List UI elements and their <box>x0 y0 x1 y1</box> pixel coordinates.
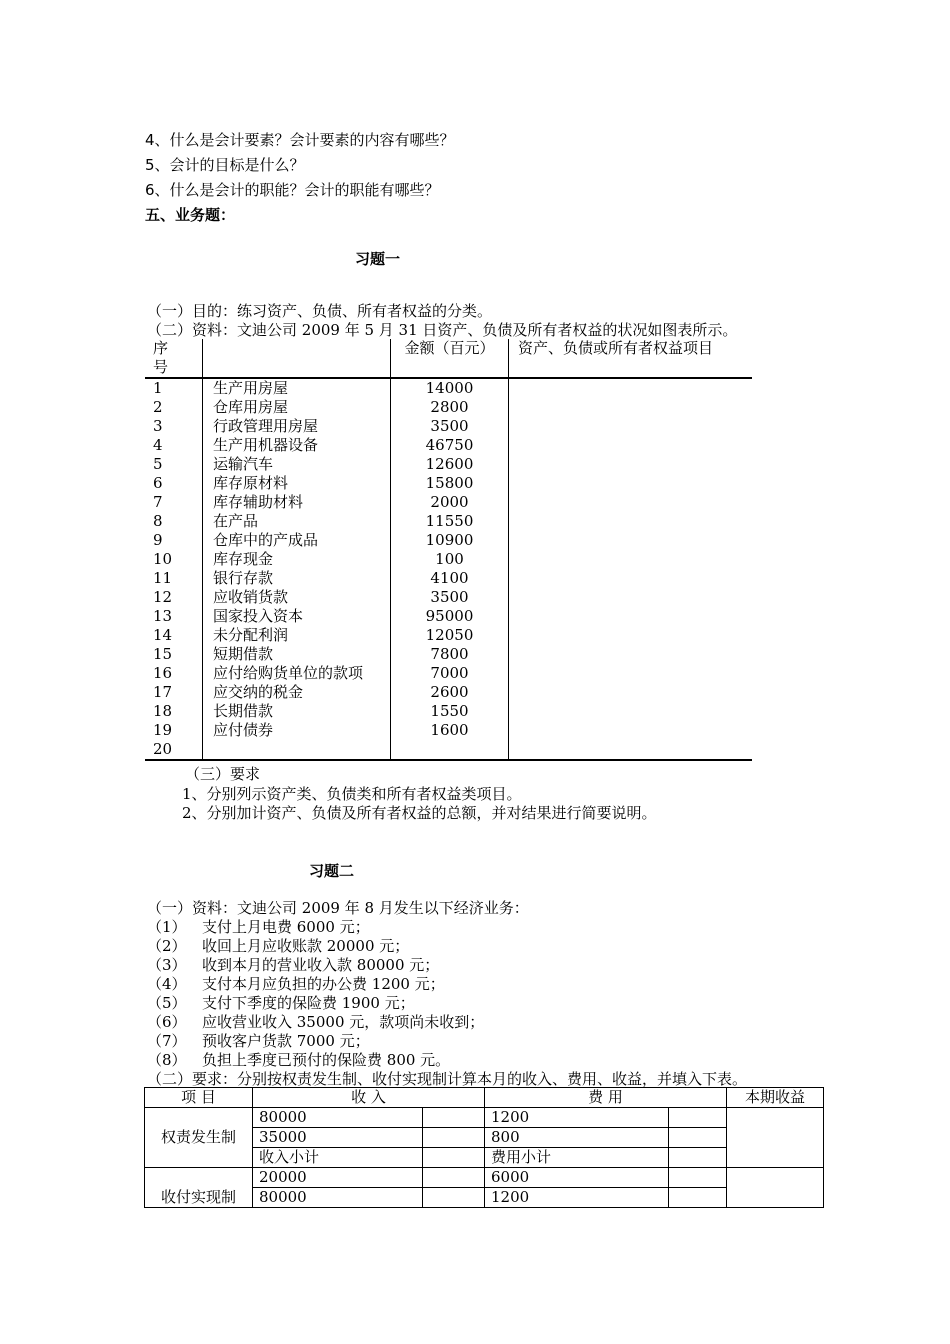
cash-basis-label: 收付实现制 <box>145 1168 253 1208</box>
row-category <box>509 721 753 740</box>
row-item: 在产品 <box>203 512 391 531</box>
table-row <box>145 588 752 607</box>
transaction-text: 收回上月应收账款 20000 元； <box>202 937 410 955</box>
row-number: 15 <box>145 645 203 664</box>
transaction-number: （8） <box>147 1051 187 1069</box>
row-item: 银行存款 <box>203 569 391 588</box>
transaction-item <box>147 1030 370 1051</box>
transaction-number: （6） <box>147 1013 187 1031</box>
header-profit: 本期收益 <box>727 1088 824 1108</box>
transaction-item <box>147 935 409 956</box>
question-4: 4、什么是会计要素？会计要素的内容有哪些？ <box>145 131 455 149</box>
expense-cell: 1200 <box>485 1188 669 1208</box>
row-number: 11 <box>145 569 203 588</box>
income-cell: 35000 <box>253 1128 423 1148</box>
row-number: 1 <box>145 378 203 398</box>
header-income: 收 入 <box>253 1088 485 1108</box>
income-expense-table <box>144 1087 824 1208</box>
row-amount: 3500 <box>391 588 509 607</box>
row-item: 生产用机器设备 <box>203 436 391 455</box>
row-amount <box>391 740 509 760</box>
transaction-item <box>147 954 439 975</box>
accrual-basis-label: 权责发生制 <box>145 1108 253 1168</box>
table-row <box>145 436 752 455</box>
row-item: 仓库中的产成品 <box>203 531 391 550</box>
income-subtotal-label: 收入小计 <box>253 1148 423 1168</box>
expense-cell: 1200 <box>485 1108 669 1128</box>
row-category <box>509 588 753 607</box>
table-row <box>145 569 752 588</box>
row-number: 3 <box>145 417 203 436</box>
table-row <box>145 740 752 760</box>
row-category <box>509 493 753 512</box>
row-number: 5 <box>145 455 203 474</box>
table-row <box>145 1108 824 1128</box>
row-item: 库存现金 <box>203 550 391 569</box>
table-row <box>145 531 752 550</box>
row-number: 4 <box>145 436 203 455</box>
income-subtotal-value <box>423 1148 485 1168</box>
row-category <box>509 550 753 569</box>
row-category <box>509 474 753 493</box>
exercise-1-requirement-1: 1、分别列示资产类、负债类和所有者权益类项目。 <box>182 785 522 803</box>
table-row <box>145 626 752 645</box>
table-row <box>145 417 752 436</box>
exercise-1-title: 习题一 <box>355 250 401 268</box>
transaction-text: 应收营业收入 35000 元，款项尚未收到； <box>202 1013 485 1031</box>
table-row <box>145 1168 824 1188</box>
transaction-number: （4） <box>147 975 187 993</box>
income-cell: 80000 <box>253 1188 423 1208</box>
income-extra-cell <box>423 1188 485 1208</box>
row-category <box>509 683 753 702</box>
header-seq-line2: 号 <box>153 358 169 376</box>
row-item: 长期借款 <box>203 702 391 721</box>
transaction-number: （3） <box>147 956 187 974</box>
row-item: 库存辅助材料 <box>203 493 391 512</box>
row-number: 12 <box>145 588 203 607</box>
exercise-1-requirements-title: （三）要求 <box>185 765 261 783</box>
row-number: 9 <box>145 531 203 550</box>
row-number: 6 <box>145 474 203 493</box>
row-category <box>509 398 753 417</box>
row-number: 20 <box>145 740 203 760</box>
income-cell: 80000 <box>253 1108 423 1128</box>
cash-profit-cell <box>727 1168 824 1208</box>
row-number: 10 <box>145 550 203 569</box>
transaction-item <box>147 992 415 1013</box>
table-row <box>145 378 752 398</box>
row-amount: 15800 <box>391 474 509 493</box>
row-category <box>509 455 753 474</box>
question-6: 6、什么是会计的职能？会计的职能有哪些？ <box>145 181 440 199</box>
expense-subtotal-value <box>669 1148 727 1168</box>
row-amount: 7800 <box>391 645 509 664</box>
row-item: 库存原材料 <box>203 474 391 493</box>
row-amount: 95000 <box>391 607 509 626</box>
row-category <box>509 531 753 550</box>
transaction-text: 支付本月应负担的办公费 1200 元； <box>202 975 445 993</box>
header-expense: 费 用 <box>485 1088 727 1108</box>
row-amount: 46750 <box>391 436 509 455</box>
expense-extra-cell <box>669 1128 727 1148</box>
exercise-2-requirement: （二）要求：分别按权责发生制、收付实现制计算本月的收入、费用、收益，并填入下表。 <box>147 1070 748 1088</box>
row-amount: 1550 <box>391 702 509 721</box>
accrual-profit-cell <box>727 1108 824 1168</box>
table-row <box>145 455 752 474</box>
header-seq <box>145 339 203 378</box>
row-number: 16 <box>145 664 203 683</box>
row-item: 应付给购货单位的款项 <box>203 664 391 683</box>
header-category: 资产、负债或所有者权益项目 <box>509 339 753 378</box>
exercise-1-purpose: （一）目的：练习资产、负债、所有者权益的分类。 <box>147 302 493 320</box>
table-row <box>145 683 752 702</box>
row-amount: 14000 <box>391 378 509 398</box>
row-number: 7 <box>145 493 203 512</box>
row-item: 应收销货款 <box>203 588 391 607</box>
transaction-text: 收到本月的营业收入款 80000 元； <box>202 956 440 974</box>
exercise-1-requirement-2: 2、分别加计资产、负债及所有者权益的总额，并对结果进行简要说明。 <box>182 804 657 822</box>
row-item: 短期借款 <box>203 645 391 664</box>
row-number: 19 <box>145 721 203 740</box>
question-5: 5、会计的目标是什么？ <box>145 156 305 174</box>
expense-subtotal-label: 费用小计 <box>485 1148 669 1168</box>
row-category <box>509 417 753 436</box>
row-number: 2 <box>145 398 203 417</box>
row-amount: 2600 <box>391 683 509 702</box>
row-number: 17 <box>145 683 203 702</box>
transaction-number: （1） <box>147 918 187 936</box>
row-item: 国家投入资本 <box>203 607 391 626</box>
row-amount: 100 <box>391 550 509 569</box>
transaction-text: 负担上季度已预付的保险费 800 元。 <box>202 1051 451 1069</box>
expense-extra-cell <box>669 1168 727 1188</box>
table-row <box>145 474 752 493</box>
row-category <box>509 664 753 683</box>
row-amount: 3500 <box>391 417 509 436</box>
row-amount: 4100 <box>391 569 509 588</box>
row-category <box>509 607 753 626</box>
row-item: 未分配利润 <box>203 626 391 645</box>
income-extra-cell <box>423 1128 485 1148</box>
expense-cell: 6000 <box>485 1168 669 1188</box>
row-item <box>203 740 391 760</box>
row-item: 行政管理用房屋 <box>203 417 391 436</box>
row-category <box>509 702 753 721</box>
header-item <box>203 339 391 378</box>
row-category <box>509 645 753 664</box>
row-category <box>509 378 753 398</box>
row-category <box>509 569 753 588</box>
row-item: 应交纳的税金 <box>203 683 391 702</box>
table-row <box>145 512 752 531</box>
table-row <box>145 702 752 721</box>
transaction-text: 支付上月电费 6000 元； <box>202 918 370 936</box>
row-amount: 7000 <box>391 664 509 683</box>
transaction-item <box>147 973 445 994</box>
row-item: 应付债券 <box>203 721 391 740</box>
row-item: 运输汽车 <box>203 455 391 474</box>
row-category <box>509 436 753 455</box>
row-item: 仓库用房屋 <box>203 398 391 417</box>
row-amount: 12050 <box>391 626 509 645</box>
table-header-row <box>145 1088 824 1108</box>
transaction-item <box>147 1049 450 1070</box>
row-category <box>509 626 753 645</box>
table-row <box>145 721 752 740</box>
row-amount: 2800 <box>391 398 509 417</box>
table-row <box>145 493 752 512</box>
expense-cell: 800 <box>485 1128 669 1148</box>
row-amount: 2000 <box>391 493 509 512</box>
exercise-2-title: 习题二 <box>309 862 355 880</box>
row-item: 生产用房屋 <box>203 378 391 398</box>
income-extra-cell <box>423 1108 485 1128</box>
transaction-number: （2） <box>147 937 187 955</box>
table-row <box>145 645 752 664</box>
row-category <box>509 740 753 760</box>
row-number: 13 <box>145 607 203 626</box>
header-seq-line1: 序 <box>153 339 169 357</box>
row-amount: 12600 <box>391 455 509 474</box>
row-number: 8 <box>145 512 203 531</box>
table-header-row <box>145 339 752 378</box>
transaction-text: 支付下季度的保险费 1900 元； <box>202 994 415 1012</box>
header-item: 项 目 <box>145 1088 253 1108</box>
table-row <box>145 607 752 626</box>
exercise-2-intro: （一）资料：文迪公司 2009 年 8 月发生以下经济业务： <box>147 899 529 917</box>
row-amount: 11550 <box>391 512 509 531</box>
transaction-number: （5） <box>147 994 187 1012</box>
header-amount: 金额（百元） <box>391 339 509 378</box>
transaction-item <box>147 1011 484 1032</box>
table-row <box>145 664 752 683</box>
expense-extra-cell <box>669 1108 727 1128</box>
income-extra-cell <box>423 1168 485 1188</box>
exercise-1-material: （二）资料：文迪公司 2009 年 5 月 31 日资产、负债及所有者权益的状况如图表所示。 <box>147 321 738 339</box>
row-amount: 1600 <box>391 721 509 740</box>
row-number: 18 <box>145 702 203 721</box>
transaction-number: （7） <box>147 1032 187 1050</box>
table-row <box>145 550 752 569</box>
row-category <box>509 512 753 531</box>
income-cell: 20000 <box>253 1168 423 1188</box>
transaction-text: 预收客户货款 7000 元； <box>202 1032 370 1050</box>
balance-items-table <box>145 339 752 761</box>
table-row <box>145 398 752 417</box>
transaction-item <box>147 916 370 937</box>
section-title: 五、业务题： <box>145 206 236 224</box>
row-number: 14 <box>145 626 203 645</box>
expense-extra-cell <box>669 1188 727 1208</box>
row-amount: 10900 <box>391 531 509 550</box>
